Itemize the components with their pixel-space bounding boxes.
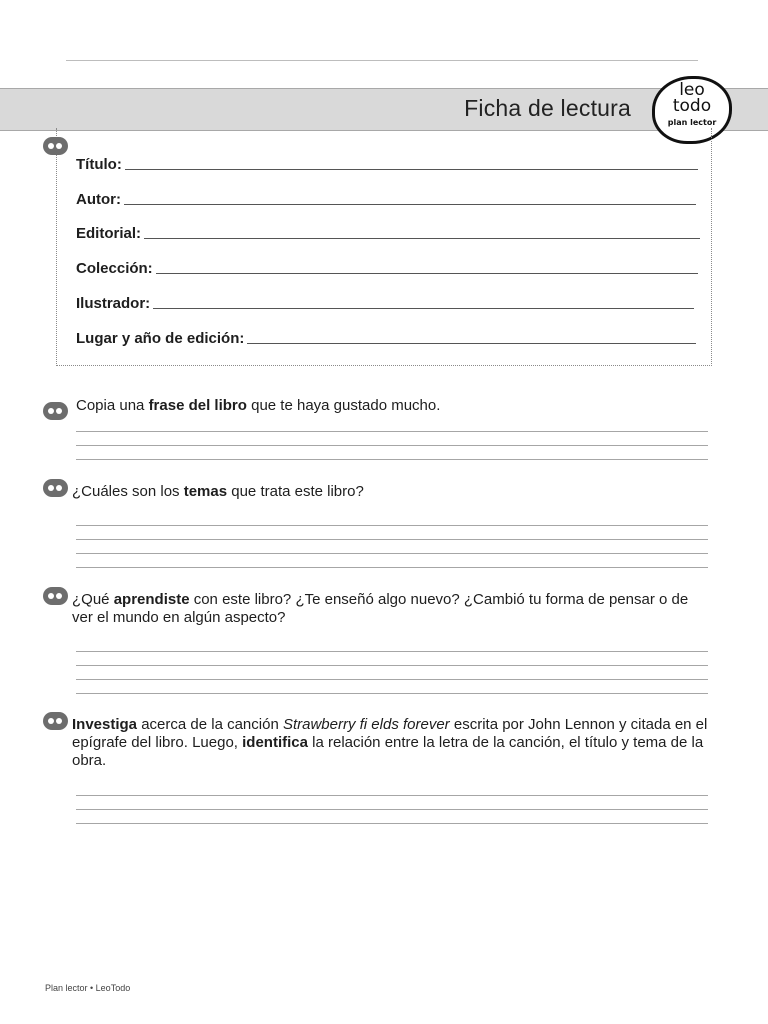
answer-line[interactable] — [76, 567, 708, 568]
question-text: Copia una — [76, 397, 149, 414]
answer-line[interactable] — [76, 665, 708, 666]
field-titulo[interactable] — [76, 153, 698, 173]
question-text: la relación entre la letra de la canción, el título y tema de la obra. — [72, 734, 704, 769]
question-bold: Investiga — [72, 716, 138, 733]
field-label: Autor: — [76, 191, 121, 208]
question-text: acerca de la canción — [137, 716, 283, 733]
field-lugar-ano-edicion[interactable] — [76, 327, 696, 347]
question-text: ¿Cuáles son los — [72, 483, 184, 500]
eyes-icon — [43, 479, 68, 497]
question-text: que te haya gustado mucho. — [246, 397, 441, 414]
eyes-icon — [43, 402, 68, 420]
question-bold: identifica — [242, 734, 308, 751]
answer-line[interactable] — [76, 651, 708, 652]
field-line — [247, 343, 696, 344]
answer-line[interactable] — [76, 525, 708, 526]
field-line — [153, 308, 694, 309]
question-bold: temas — [183, 483, 228, 500]
answer-line[interactable] — [76, 795, 708, 796]
field-label: Ilustrador: — [76, 295, 151, 312]
answer-line[interactable] — [76, 445, 708, 446]
answer-line[interactable] — [76, 823, 708, 824]
answer-line[interactable] — [76, 553, 708, 554]
question-bold: aprendiste — [113, 591, 190, 608]
question-investiga — [72, 716, 712, 770]
question-temas — [72, 483, 708, 501]
eyes-icon — [43, 137, 68, 155]
song-title: Strawberry fi elds forever — [282, 716, 450, 733]
field-line — [156, 273, 698, 274]
footer-text: Plan lector • LeoTodo — [45, 983, 131, 993]
field-label: Título: — [76, 156, 122, 173]
field-label: Colección: — [76, 260, 153, 277]
question-aprendiste — [72, 591, 712, 627]
answer-line[interactable] — [76, 431, 708, 432]
field-label: Lugar y año de edición: — [76, 330, 245, 347]
question-text: ¿Qué — [72, 591, 114, 608]
field-editorial[interactable] — [76, 222, 700, 242]
eyes-icon — [43, 587, 68, 605]
eyes-icon — [43, 712, 68, 730]
logo-text-leo: leo — [679, 80, 705, 100]
logo-text-todo: todo — [672, 96, 712, 116]
question-bold: frase del libro — [148, 397, 247, 414]
field-line — [125, 169, 698, 170]
field-line — [124, 204, 696, 205]
field-label: Editorial: — [76, 225, 142, 242]
answer-line[interactable] — [76, 679, 708, 680]
field-line — [144, 238, 700, 239]
question-frase — [76, 397, 708, 415]
answer-line[interactable] — [76, 539, 708, 540]
field-autor[interactable] — [76, 188, 696, 208]
answer-line[interactable] — [76, 809, 708, 810]
question-text: que trata este libro? — [227, 483, 364, 500]
answer-line[interactable] — [76, 459, 708, 460]
page-title: Ficha de lectura — [464, 95, 631, 121]
question-text: escrita por John Lennon y citada en el epígrafe del libro. Luego, — [72, 716, 708, 751]
field-coleccion[interactable] — [76, 257, 698, 277]
question-text: con este libro? ¿Te enseñó algo nuevo? ¿Cambió tu forma de pensar o de ver el mundo en algún aspecto? — [72, 591, 689, 626]
answer-line[interactable] — [76, 693, 708, 694]
top-rule — [66, 60, 698, 61]
field-ilustrador[interactable] — [76, 292, 694, 312]
logo-text-plan-lector: plan lector — [667, 118, 717, 127]
